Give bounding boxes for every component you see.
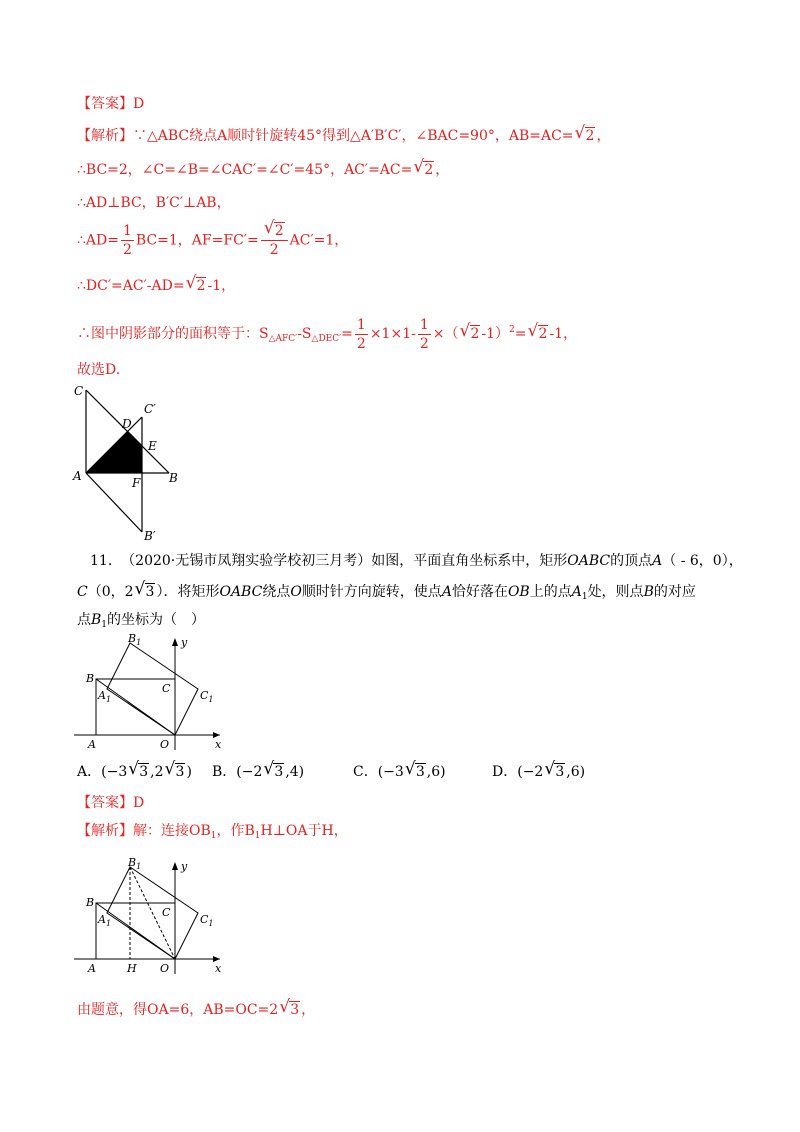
answer-tag: 【答案】 [77, 96, 133, 112]
label-C: C [162, 682, 171, 695]
analysis-line-7: 故选D. [77, 362, 121, 378]
fraction: $\frac{1}{2}$ [356, 316, 366, 352]
sqrt-expression: √ 2 [575, 126, 596, 146]
label-A: A [88, 962, 96, 975]
label-C1: $C_1$ [200, 689, 214, 704]
fraction: √ $\frac{2}{2}$ [261, 222, 288, 259]
answer-value: D [133, 795, 145, 811]
question-11-line-1: 11. （2020·无锡市凤翔实验学校初三月考）如图，平面直角坐标系中，矩形OABC的顶点A（ - 6，0）， [90, 553, 743, 569]
fraction: $\frac{1}{2}$ [122, 223, 132, 258]
analysis-line-3 [77, 193, 231, 213]
question-number: 11. [90, 553, 113, 569]
label-H: H [127, 962, 137, 975]
label-x: x [215, 962, 222, 975]
fraction: $\frac{1}{2}$ [419, 316, 429, 352]
sqrt-expression: √ 2 [413, 160, 434, 180]
question-11-line-2: C（0，2√ 3 ）．将矩形OABC绕点O顺时针方向旋转，使点A恰好落在OB上的点$A_1$处，则点B的对应 [77, 582, 696, 607]
label-F: F [132, 476, 141, 490]
label-x: x [215, 738, 222, 751]
analysis-text: ∴AD⊥BC，B′C′⊥AB， [77, 195, 231, 211]
analysis-line-2: ∴BC=2，∠C=∠B=∠CAC′=∠C′=45°，AC′=AC=√ 2 ， [77, 160, 449, 180]
label-C1: $C_1$ [200, 913, 214, 928]
question-source: （2020·无锡市凤翔实验学校初三月考） [121, 553, 372, 569]
analysis-line-4: ∴AD= $\frac{1}{2}$ BC=1，AF=FC′= √ $\frac{2}{2}$ AC′=1， [77, 222, 348, 259]
answer-value: D [133, 96, 145, 112]
label-C: C [74, 384, 84, 398]
label-B1: $B_1$ [128, 632, 142, 647]
analysis-tag: 【解析】 [77, 128, 133, 144]
label-C-prime: C′ [144, 402, 156, 416]
label-A: A [73, 469, 82, 483]
question-11-line-3: 点$B_1$的坐标为（ ） [77, 612, 206, 630]
label-C: C [162, 906, 171, 919]
option-d[interactable]: D．(−2√ 3 ,6) [492, 762, 585, 782]
analysis-line-5: ∴DC′=AC′-AD=√ 2 -1， [77, 276, 235, 296]
label-E: E [148, 439, 157, 453]
label-O: O [160, 738, 170, 751]
label-y: y [181, 636, 188, 649]
label-O: O [160, 962, 170, 975]
label-A1: $A_1$ [98, 913, 112, 928]
label-B-prime: B′ [144, 529, 156, 543]
analysis-text: ∴BC=2，∠C=∠B=∠CAC′=∠C′=45°，AC′=AC= [77, 162, 413, 178]
label-A: A [88, 738, 96, 751]
analysis-tag: 【解析】 [77, 823, 133, 839]
analysis-line-1: 【解析】∵△ABC绕点A顺时针旋转45°得到△A′B′C′，∠BAC=90°，AB=AC=√ 2 ， [77, 126, 610, 146]
analysis-line-6: ∴图中阴影部分的面积等于：$S_{\triangle AFC'}-S_{\triangle DEC'}=$ $\frac{1}{2}$ ×1×1- $\frac{1}{2}$ ×（√ 2 -1）$^2$=√ 2 -1， [77, 312, 577, 357]
analysis-line-q11-last: 由题意，得OA=6，AB=OC=2√ 3 ， [77, 1000, 315, 1020]
analysis-line-q11: 【解析】解：连接$OB_1$，作$B_1H\perp OA$于H， [77, 823, 348, 841]
option-c[interactable]: C．(−3√ 3 ,6) [353, 762, 446, 782]
answer-line-q10 [77, 94, 144, 114]
option-a[interactable]: A．(−3√ 3 ,2√ 3 ) [77, 762, 192, 782]
label-B: B [169, 471, 178, 485]
sqrt-expression: √ 2 [186, 276, 207, 296]
answer-tag: 【答案】 [77, 795, 133, 811]
answer-line-q11 [77, 793, 144, 813]
label-B: B [86, 896, 95, 909]
option-b[interactable]: B．(−2√ 3 ,4) [212, 762, 304, 782]
label-y: y [181, 860, 188, 873]
analysis-figure [72, 856, 232, 978]
label-D: D [122, 417, 132, 431]
label-B: B [86, 672, 95, 685]
label-A1: $A_1$ [98, 689, 112, 704]
rectangle-rotation-figure [72, 632, 232, 752]
analysis-text: ∵△ABC绕点A顺时针旋转45°得到△A′B′C′，∠BAC=90°，AB=AC= [133, 128, 574, 144]
triangle-rotation-figure [70, 380, 190, 550]
label-B1: $B_1$ [128, 856, 142, 871]
